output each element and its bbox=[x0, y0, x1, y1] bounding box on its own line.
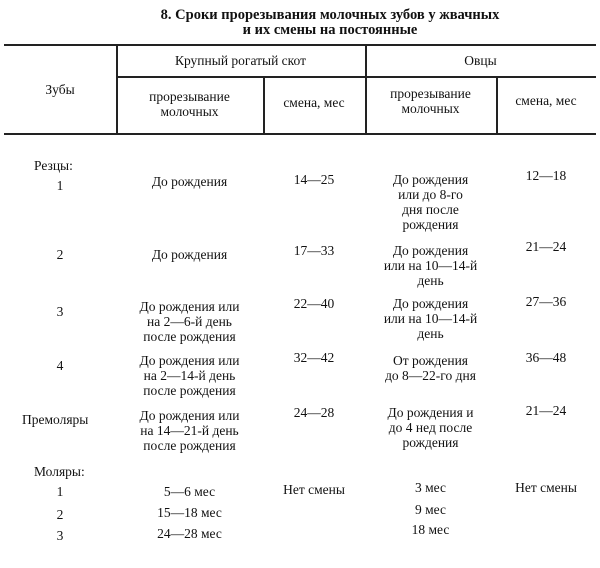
header-top-rule bbox=[4, 44, 596, 46]
incisor-2-cattle-change: 17—33 bbox=[293, 243, 335, 258]
section-molars: Моляры: bbox=[34, 464, 85, 479]
header-cattle-eruption-line: молочных bbox=[160, 104, 219, 119]
cattle-eruption-line: До рождения или bbox=[139, 353, 240, 368]
incisor-2-sheep-change: 21—24 bbox=[525, 239, 567, 254]
incisor-1-sheep-change: 12—18 bbox=[525, 168, 567, 183]
incisor-3-cattle-eruption bbox=[116, 299, 263, 344]
sheep-eruption-line: день bbox=[417, 273, 444, 288]
incisor-3-sheep-eruption bbox=[365, 296, 496, 341]
header-teeth: Зубы bbox=[45, 82, 75, 97]
incisor-1-cattle-change: 14—25 bbox=[293, 172, 335, 187]
sheep-eruption-line: До рождения bbox=[392, 243, 469, 258]
sheep-eruption-line: До рождения bbox=[392, 296, 469, 311]
sheep-eruption-line: или до 8-го bbox=[398, 187, 463, 202]
table-title-line-2: и их смены на постоянные bbox=[242, 22, 418, 38]
incisor-4-cattle-change: 32—42 bbox=[293, 350, 335, 365]
cattle-eruption-line: после рождения bbox=[143, 438, 236, 453]
sheep-eruption-line: До рождения и bbox=[387, 405, 474, 420]
header-mid-rule bbox=[116, 76, 596, 78]
cattle-eruption-line: на 14—21-й день bbox=[140, 423, 239, 438]
molar-1-cattle-eruption: 5—6 мес bbox=[163, 484, 216, 499]
molar-2-number: 2 bbox=[56, 507, 64, 522]
header-sheep-eruption bbox=[365, 86, 496, 116]
header-cattle-eruption bbox=[116, 89, 263, 119]
header-bottom-rule bbox=[4, 133, 596, 135]
molar-3-number: 3 bbox=[56, 528, 64, 543]
sheep-eruption-line: или на 10—14-й bbox=[383, 258, 478, 273]
header-sheep-eruption-line: прорезывание bbox=[390, 86, 471, 101]
incisor-3-cattle-change: 22—40 bbox=[293, 296, 335, 311]
section-premolars: Премоляры bbox=[22, 412, 89, 427]
molar-1-cattle-change: Нет смены bbox=[283, 482, 345, 497]
premolars-sheep-eruption bbox=[365, 405, 496, 450]
cattle-eruption-line: До рождения bbox=[151, 174, 228, 189]
molar-2-sheep-eruption: 9 мес bbox=[415, 502, 446, 517]
premolars-cattle-eruption bbox=[116, 408, 263, 453]
molar-1-number: 1 bbox=[56, 484, 64, 499]
incisor-4-sheep-change: 36—48 bbox=[525, 350, 567, 365]
cattle-eruption-line: на 2—14-й день bbox=[143, 368, 236, 383]
molar-1-sheep-eruption: 3 мес bbox=[415, 480, 446, 495]
sheep-eruption-line: дня после bbox=[402, 202, 459, 217]
incisor-4-cattle-eruption bbox=[116, 353, 263, 398]
sheep-eruption-line: до 8—22-го дня bbox=[385, 368, 476, 383]
incisor-2-sheep-eruption bbox=[365, 243, 496, 288]
incisor-3-number: 3 bbox=[56, 304, 64, 319]
incisor-4-sheep-eruption bbox=[365, 353, 496, 383]
sheep-eruption-line: рождения bbox=[402, 217, 459, 232]
molar-2-cattle-eruption: 15—18 мес bbox=[157, 505, 222, 520]
molar-3-sheep-eruption: 18 мес bbox=[411, 522, 450, 537]
cattle-eruption-line: До рождения bbox=[151, 247, 228, 262]
sheep-eruption-line: От рождения bbox=[392, 353, 469, 368]
cattle-eruption-line: после рождения bbox=[143, 329, 236, 344]
incisor-2-number: 2 bbox=[56, 247, 64, 262]
sheep-eruption-line: до 4 нед после bbox=[388, 420, 473, 435]
molar-1-sheep-change: Нет смены bbox=[515, 480, 577, 495]
sheep-eruption-line: день bbox=[417, 326, 444, 341]
premolars-cattle-change: 24—28 bbox=[293, 405, 335, 420]
header-cattle-change: смена, мес bbox=[283, 95, 345, 110]
cattle-eruption-line: на 2—6-й день bbox=[147, 314, 232, 329]
header-sheep: Овцы bbox=[464, 53, 497, 68]
header-sheep-eruption-line: молочных bbox=[401, 101, 460, 116]
header-cattle: Крупный рогатый скот bbox=[174, 53, 307, 68]
incisor-1-number: 1 bbox=[56, 178, 64, 193]
incisor-3-sheep-change: 27—36 bbox=[525, 294, 567, 309]
sheep-eruption-line: До рождения bbox=[392, 172, 469, 187]
molar-3-cattle-eruption: 24—28 мес bbox=[157, 526, 222, 541]
sheep-eruption-line: рождения bbox=[402, 435, 459, 450]
header-sheep-change: смена, мес bbox=[515, 93, 577, 108]
section-incisors: Резцы: bbox=[34, 158, 73, 173]
incisor-4-number: 4 bbox=[56, 358, 64, 373]
sheep-eruption-line: или на 10—14-й bbox=[383, 311, 478, 326]
table-title-line-1: 8. Сроки прорезывания молочных зубов у жвачных bbox=[160, 7, 500, 23]
incisor-2-cattle-eruption bbox=[116, 247, 263, 262]
incisor-1-sheep-eruption bbox=[365, 172, 496, 232]
header-cattle-eruption-line: прорезывание bbox=[149, 89, 230, 104]
cattle-eruption-line: после рождения bbox=[143, 383, 236, 398]
incisor-1-cattle-eruption bbox=[116, 174, 263, 189]
premolars-sheep-change: 21—24 bbox=[525, 403, 567, 418]
cattle-eruption-line: До рождения или bbox=[139, 408, 240, 423]
cattle-eruption-line: До рождения или bbox=[139, 299, 240, 314]
